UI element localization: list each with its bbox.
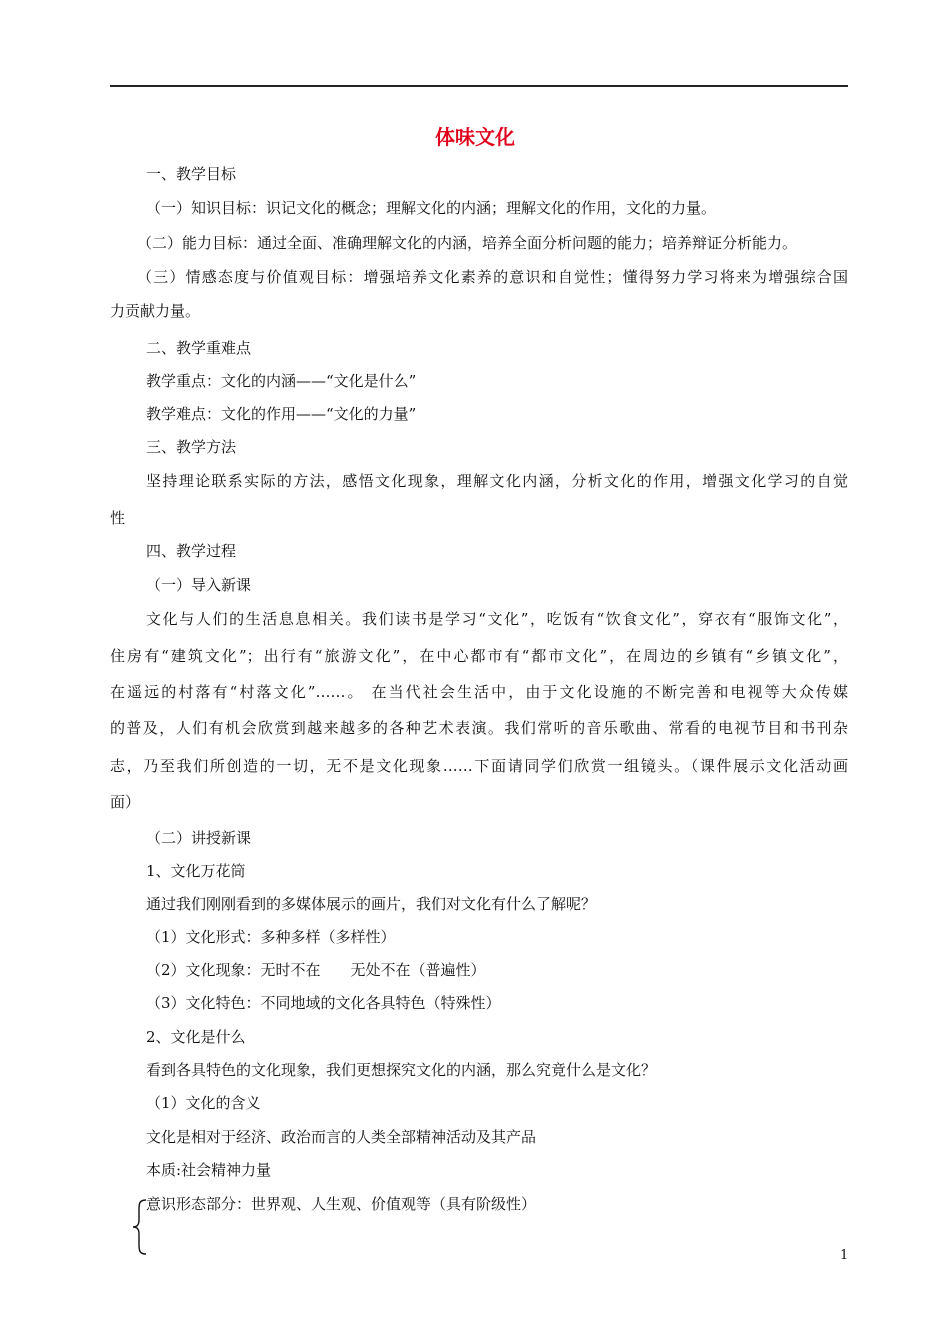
paragraph-line: 面）	[110, 793, 141, 811]
paragraph-line: 的普及，人们有机会欣赏到越来越多的各种艺术表演。我们常听的音乐歌曲、常看的电视节目和书刊杂	[110, 719, 848, 737]
list-item: （3）文化特色：不同地域的文化各具特色（特殊性）	[146, 994, 501, 1012]
curly-brace-icon	[130, 1198, 150, 1256]
subsection-heading: （二）讲授新课	[146, 829, 252, 847]
header-rule	[110, 85, 848, 87]
section-heading: 三、教学方法	[146, 438, 237, 456]
document-title: 体味文化	[435, 125, 515, 149]
section-heading: 一、教学目标	[146, 165, 237, 183]
paragraph-line: 坚持理论联系实际的方法，感悟文化现象，理解文化内涵，分析文化的作用，增强文化学习的自觉	[146, 472, 848, 490]
list-item: （1）文化的含义	[146, 1094, 261, 1112]
paragraph-line: 文化是相对于经济、政治而言的人类全部精神活动及其产品	[146, 1128, 537, 1146]
paragraph-line: （一）知识目标：识记文化的概念；理解文化的内涵；理解文化的作用，文化的力量。	[146, 199, 717, 217]
paragraph-line: 力贡献力量。	[110, 302, 201, 320]
section-heading: 二、教学重难点	[146, 339, 252, 357]
subsection-heading: 2、文化是什么	[146, 1028, 246, 1046]
paragraph-line: 志，乃至我们所创造的一切，无不是文化现象……下面请同学们欣赏一组镜头。（课件展示文化活动画	[110, 757, 848, 775]
paragraph-line: 通过我们刚刚看到的多媒体展示的画片，我们对文化有什么了解呢？	[146, 895, 597, 913]
subsection-heading: 1、文化万花筒	[146, 862, 246, 880]
list-item: （1）文化形式：多种多样（多样性）	[146, 928, 396, 946]
paragraph-line: 看到各具特色的文化现象，我们更想探究文化的内涵，那么究竟什么是文化？	[146, 1061, 657, 1079]
paragraph-line: 性	[110, 509, 126, 527]
paragraph-line: （三）情感态度与价值观目标：增强培养文化素养的意识和自觉性；懂得努力学习将来为增强综合国	[137, 268, 848, 286]
paragraph-line: 教学重点：文化的内涵——“文化是什么”	[146, 372, 417, 390]
paragraph-line: （二）能力目标：通过全面、准确理解文化的内涵，培养全面分析问题的能力；培养辩证分析能力。	[137, 234, 798, 252]
paragraph-line: 教学难点：文化的作用——“文化的力量”	[146, 405, 417, 423]
paragraph-line: 住房有“建筑文化”；出行有“旅游文化”，在中心都市有“都市文化”，在周边的乡镇有“乡镇文化”，	[110, 647, 848, 665]
list-item: （2）文化现象：无时不在 无处不在（普遍性）	[146, 961, 486, 979]
section-heading: 四、教学过程	[146, 542, 237, 560]
page-number: 1	[840, 1248, 849, 1263]
subsection-heading: （一）导入新课	[146, 576, 252, 594]
paragraph-line: 在遥远的村落有“村落文化”……。 在当代社会生活中，由于文化设施的不断完善和电视等大众传媒	[110, 683, 848, 701]
paragraph-line: 本质:社会精神力量	[146, 1161, 272, 1179]
paragraph-line: 文化与人们的生活息息相关。我们读书是学习“文化”，吃饭有“饮食文化”，穿衣有“服饰文化”，	[146, 610, 848, 628]
paragraph-line: 意识形态部分：世界观、人生观、价值观等（具有阶级性）	[146, 1195, 537, 1213]
